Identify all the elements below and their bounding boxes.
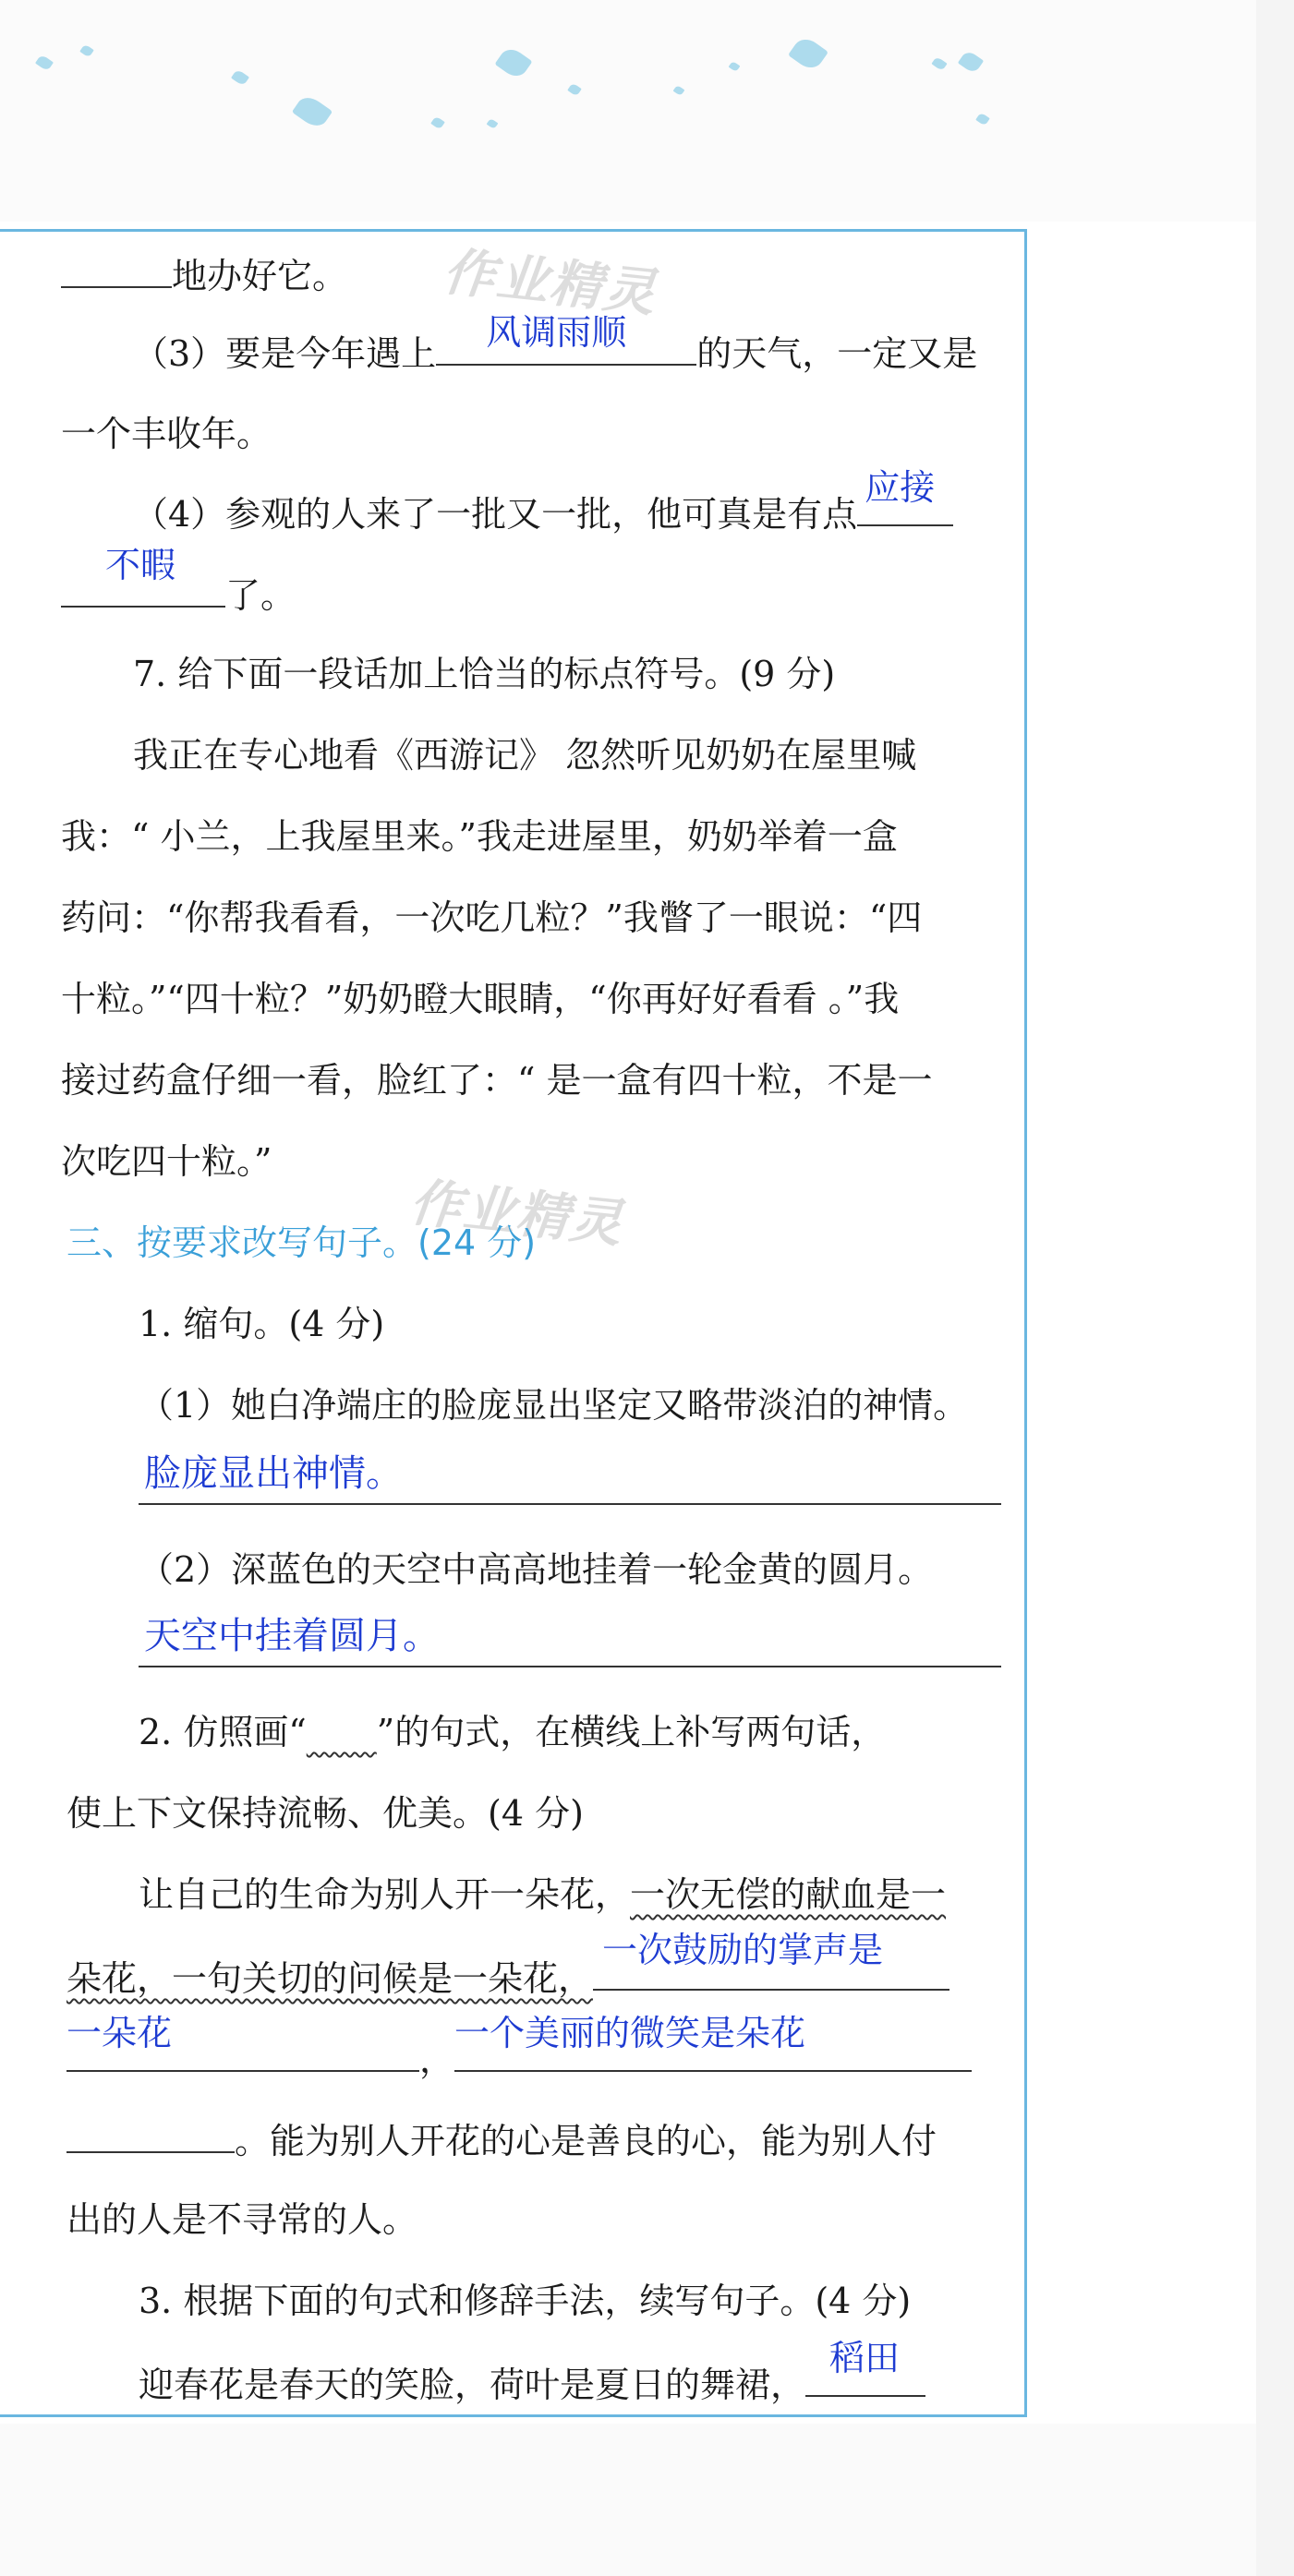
s3-q1-answer1: 脸庞显出神情。 xyxy=(144,1452,403,1495)
q7-line: 接过药盒仔细一看，脸红了：“ 是一盒有四十粒，不是一 xyxy=(61,1060,933,1101)
snowflake-decoration xyxy=(79,43,94,57)
s3-q2-line2 xyxy=(67,1930,949,2006)
q7-line: 药问：“你帮我看看，一次吃几粒？”我瞥了一眼说：“四 xyxy=(61,897,923,938)
watermark: 作业精灵 xyxy=(440,242,660,324)
s3-q1-item2: （2）深蓝色的天空中高高地挂着一轮金黄的圆月。 xyxy=(139,1549,934,1590)
answer-line xyxy=(139,1503,1001,1505)
s3-q2-title xyxy=(139,1704,886,1760)
q6-item4-pre: （4）参观的人来了一批又一批，他可真是有点 xyxy=(133,494,858,535)
s3-q2-title-a: 2. 仿照画“ xyxy=(139,1712,307,1752)
snowflake-decoration xyxy=(430,115,445,129)
s3-q2-line4 xyxy=(67,2111,937,2169)
q6-item3-line2: 一个丰收年。 xyxy=(61,414,272,454)
q7-line: 次吃四十粒。” xyxy=(61,1141,272,1182)
s3-q1-item1: （1）她白净端庄的脸庞显出坚定又略带淡泊的神情。 xyxy=(139,1385,969,1426)
s3-q3-answer: 稻田 xyxy=(829,2338,901,2378)
q6-item4-line xyxy=(133,467,953,542)
snowflake-decoration xyxy=(35,54,54,71)
answer-blank xyxy=(593,1930,949,1991)
wavy-sample xyxy=(307,1712,377,1752)
blank xyxy=(61,246,172,288)
snowflake-decoration xyxy=(292,92,333,131)
s3-q2-title-b: ”的句式，在横线上补写两句话， xyxy=(376,1712,887,1752)
answer-blank xyxy=(436,312,696,366)
answer-blank xyxy=(67,2111,235,2153)
q7-title: 7. 给下面一段话加上恰当的标点符号。(9 分) xyxy=(133,654,836,694)
snowflake-decoration xyxy=(729,61,741,72)
q7-line: 我正在专心地看《西游记》 忽然听见奶奶在屋里喊 xyxy=(133,735,917,776)
snowflake-decoration xyxy=(931,56,947,71)
s3-q2-line5: 出的人是不寻常的人。 xyxy=(67,2199,418,2240)
q6-item3-answer: 风调雨顺 xyxy=(486,312,627,353)
s3-q2-tail1: 。能为别人开花的心是善良的心，能为别人付 xyxy=(235,2121,937,2161)
s3-q2-title-line2: 使上下文保持流畅、优美。(4 分) xyxy=(67,1793,584,1834)
s3-q1-answer2: 天空中挂着圆月。 xyxy=(144,1615,440,1657)
s3-q1-title: 1. 缩句。(4 分) xyxy=(139,1304,385,1344)
snowflake-decoration xyxy=(958,49,984,74)
snowflake-decoration xyxy=(673,85,685,96)
s3-q3-line xyxy=(139,2338,925,2413)
q6-cont-line xyxy=(61,246,347,304)
bottom-margin xyxy=(0,2424,1256,2576)
q6-cont-text: 地办好它。 xyxy=(172,256,348,296)
q6-item4-answer-a: 应接 xyxy=(865,467,936,508)
q7-line: 我：“ 小兰，上我屋里来。”我走进屋里，奶奶举着一盒 xyxy=(61,816,898,857)
s3-q2-line3 xyxy=(67,2013,972,2088)
snowflake-decoration xyxy=(487,118,499,129)
s3-q2-wavy2: 朵花，一句关切的问候是一朵花， xyxy=(67,1958,594,1999)
s3-q2-text: 让自己的生命为别人开一朵花， xyxy=(139,1874,631,1915)
s3-q3-text: 迎春花是春天的笑脸，荷叶是夏日的舞裙， xyxy=(139,2365,806,2405)
snowflake-decoration xyxy=(788,34,828,73)
s3-q2-answer1a: 一次鼓励的掌声是 xyxy=(602,1930,884,1970)
answer-line xyxy=(139,1666,1001,1667)
s3-q2-answer1b: 一朵花 xyxy=(67,2013,173,2053)
page-margin xyxy=(1256,0,1294,2576)
answer-blank xyxy=(67,2013,419,2072)
q6-item4-answer-b: 不暇 xyxy=(105,545,176,585)
answer-blank xyxy=(857,467,953,526)
top-decoration xyxy=(0,0,1256,222)
q6-item3-line xyxy=(133,312,978,381)
s3-q2-line1 xyxy=(139,1867,946,1922)
s3-q2-wavy1: 一次无偿的献血是一 xyxy=(630,1874,947,1915)
section3-title: 三、按要求改写句子。(24 分) xyxy=(67,1222,537,1263)
answer-blank xyxy=(454,2013,972,2072)
snowflake-decoration xyxy=(975,112,990,126)
watermark: 作业精灵 xyxy=(406,1173,627,1255)
snowflake-decoration xyxy=(231,68,249,86)
q7-line: 十粒。”“四十粒？”奶奶瞪大眼睛，“你再好好看看 。”我 xyxy=(61,979,900,1019)
answer-blank xyxy=(61,545,225,608)
snowflake-decoration xyxy=(494,44,532,81)
q6-item4-line2 xyxy=(61,545,296,623)
s3-q3-title: 3. 根据下面的句式和修辞手法，续写句子。(4 分) xyxy=(139,2281,912,2321)
q6-item3-pre: （3）要是今年遇上 xyxy=(133,333,437,374)
answer-blank xyxy=(805,2338,925,2397)
comma: ， xyxy=(419,2040,455,2080)
q6-item4-post: 了。 xyxy=(225,575,296,616)
snowflake-decoration xyxy=(567,82,582,96)
s3-q2-answer2: 一个美丽的微笑是朵花 xyxy=(454,2013,806,2053)
q6-item3-post: 的天气，一定又是 xyxy=(696,333,978,374)
